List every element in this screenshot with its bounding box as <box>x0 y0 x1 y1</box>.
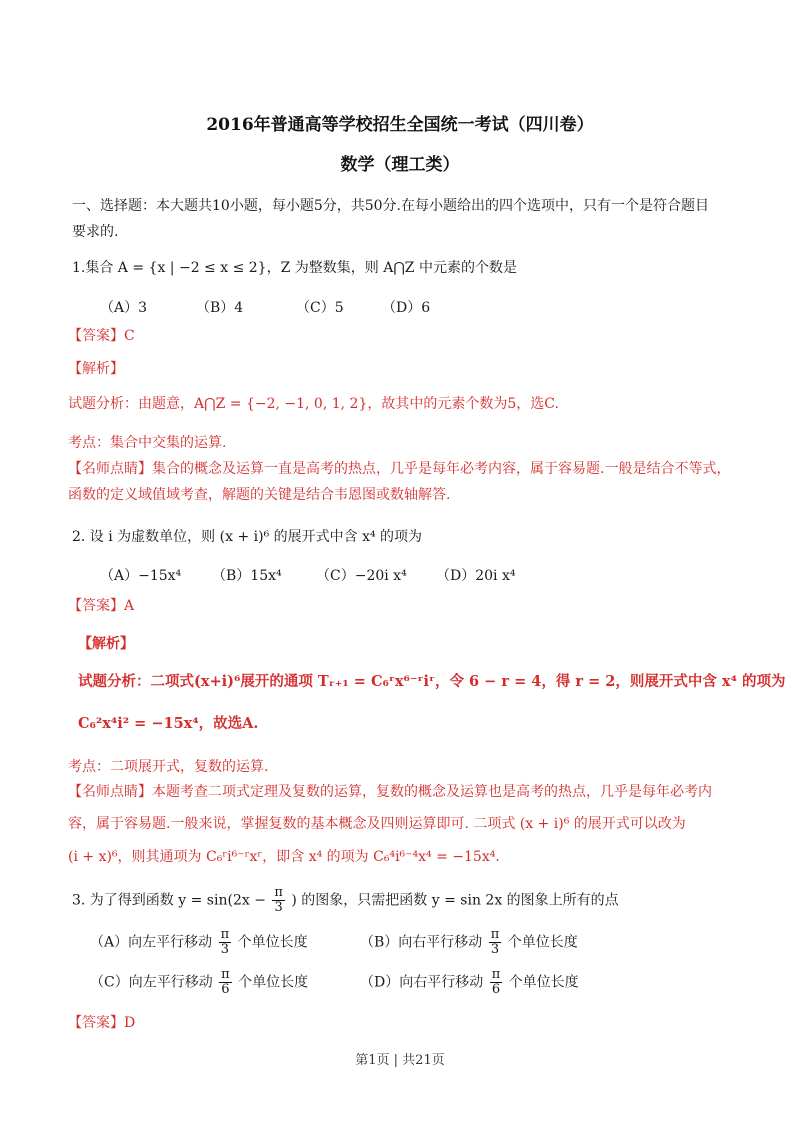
q1-option-a: （A）3 <box>100 300 148 316</box>
q1-option-b: （B）4 <box>196 300 244 316</box>
q3-option-b-suffix: 个单位长度 <box>507 934 578 951</box>
q3-option-a <box>90 928 308 957</box>
frac-num: π <box>491 967 501 982</box>
q1-option-d: （D）6 <box>382 300 431 316</box>
q3-option-d-suffix: 个单位长度 <box>508 974 579 991</box>
frac-num: π <box>221 967 230 982</box>
q3-stem-fraction <box>272 886 285 915</box>
q3-option-a-fraction <box>219 928 232 957</box>
q2-teacher-note-2: 容，属于容易题.一般来说，掌握复数的基本概念及四则运算即可. 二项式 (x + i)⁶ 的展开式可以改为 <box>68 816 686 832</box>
q1-kaodian: 考点：集合中交集的运算. <box>68 435 227 451</box>
q3-option-b-text: （B）向右平行移动 <box>360 934 483 951</box>
q3-option-c <box>90 968 308 997</box>
section-intro-line1: 一、选择题：本大题共10小题，每小题5分，共50分.在每小题给出的四个选项中，只有一个是符合题目 <box>72 198 709 214</box>
q2-analysis-line2: C₆²x⁴i² = −15x⁴，故选A. <box>78 715 259 732</box>
q3-stem-frac-num: π <box>274 885 283 900</box>
q3-option-c-fraction <box>219 968 232 997</box>
q1-answer: 【答案】C <box>68 328 135 344</box>
q3-option-d <box>360 968 579 997</box>
q2-stem: 2. 设 i 为虚数单位，则 (x + i)⁶ 的展开式中含 x⁴ 的项为 <box>72 529 423 545</box>
q2-option-b: （B）15x⁴ <box>212 568 282 584</box>
page-footer: 第1页 | 共21页 <box>355 1053 445 1068</box>
frac-num: π <box>220 927 230 942</box>
q2-analysis-label: 【解析】 <box>78 636 134 652</box>
frac-den: 6 <box>221 982 230 997</box>
q3-stem-frac-den: 3 <box>274 900 283 915</box>
exam-title: 2016年普通高等学校招生全国统一考试（四川卷） <box>206 115 594 135</box>
q2-option-d: （D）20i x⁴ <box>436 568 516 584</box>
q3-option-b <box>360 928 578 957</box>
q3-stem <box>72 886 619 915</box>
q3-option-a-text: （A）向左平行移动 <box>90 934 213 951</box>
frac-den: 3 <box>490 942 500 957</box>
q3-option-a-suffix: 个单位长度 <box>237 934 308 951</box>
q1-teacher-note-1: 【名师点睛】集合的概念及运算一直是高考的热点，几乎是每年必考内容，属于容易题.一般是结合不等式， <box>68 461 731 477</box>
q1-analysis-label: 【解析】 <box>68 361 124 377</box>
section-intro-line2: 要求的. <box>72 224 119 240</box>
q3-option-c-text: （C）向左平行移动 <box>90 974 213 991</box>
q2-kaodian: 考点：二项展开式，复数的运算. <box>68 759 269 775</box>
frac-den: 6 <box>491 982 501 997</box>
q2-option-a: （A）−15x⁴ <box>100 568 182 584</box>
q3-option-d-text: （D）向右平行移动 <box>360 974 484 991</box>
q3-answer: 【答案】D <box>68 1015 136 1031</box>
q3-stem-part1: 3. 为了得到函数 y = sin(2x − <box>72 892 266 909</box>
q1-teacher-note-2: 函数的定义域值域考查，解题的关键是结合韦恩图或数轴解答. <box>68 487 451 503</box>
q2-teacher-note-3: (i + x)⁶，则其通项为 C₆ʳi⁶⁻ʳxʳ，即含 x⁴ 的项为 C₆⁴i⁶⁻⁴x⁴ = −15x⁴. <box>68 849 500 865</box>
q1-stem: 1.集合 A = {x | −2 ≤ x ≤ 2}，Z 为整数集，则 A⋂Z 中元素的个数是 <box>72 260 517 276</box>
frac-num: π <box>490 927 500 942</box>
q2-analysis-line1: 试题分析：二项式(x+i)⁶展开的通项 Tᵣ₊₁ = C₆ʳx⁶⁻ʳiʳ，令 6 − r = 4，得 r = 2，则展开式中含 x⁴ 的项为 <box>78 673 786 690</box>
q3-option-d-fraction <box>490 968 503 997</box>
frac-den: 3 <box>220 942 229 957</box>
q2-answer: 【答案】A <box>68 598 135 614</box>
q3-option-c-suffix: 个单位长度 <box>238 974 309 991</box>
q3-stem-part2: ) 的图象，只需把函数 y = sin 2x 的图象上所有的点 <box>291 892 619 909</box>
q3-option-b-fraction <box>489 928 502 957</box>
q2-option-c: （C）−20i x⁴ <box>316 568 407 584</box>
q1-option-c: （C）5 <box>296 300 344 316</box>
q2-teacher-note-1: 【名师点睛】本题考查二项式定理及复数的运算，复数的概念及运算也是高考的热点，几乎是每年必考内 <box>68 784 712 800</box>
exam-subtitle: 数学（理工类） <box>340 155 460 175</box>
q1-analysis: 试题分析：由题意，A⋂Z = {−2, −1, 0, 1, 2}，故其中的元素个数为5，选C. <box>68 396 559 412</box>
